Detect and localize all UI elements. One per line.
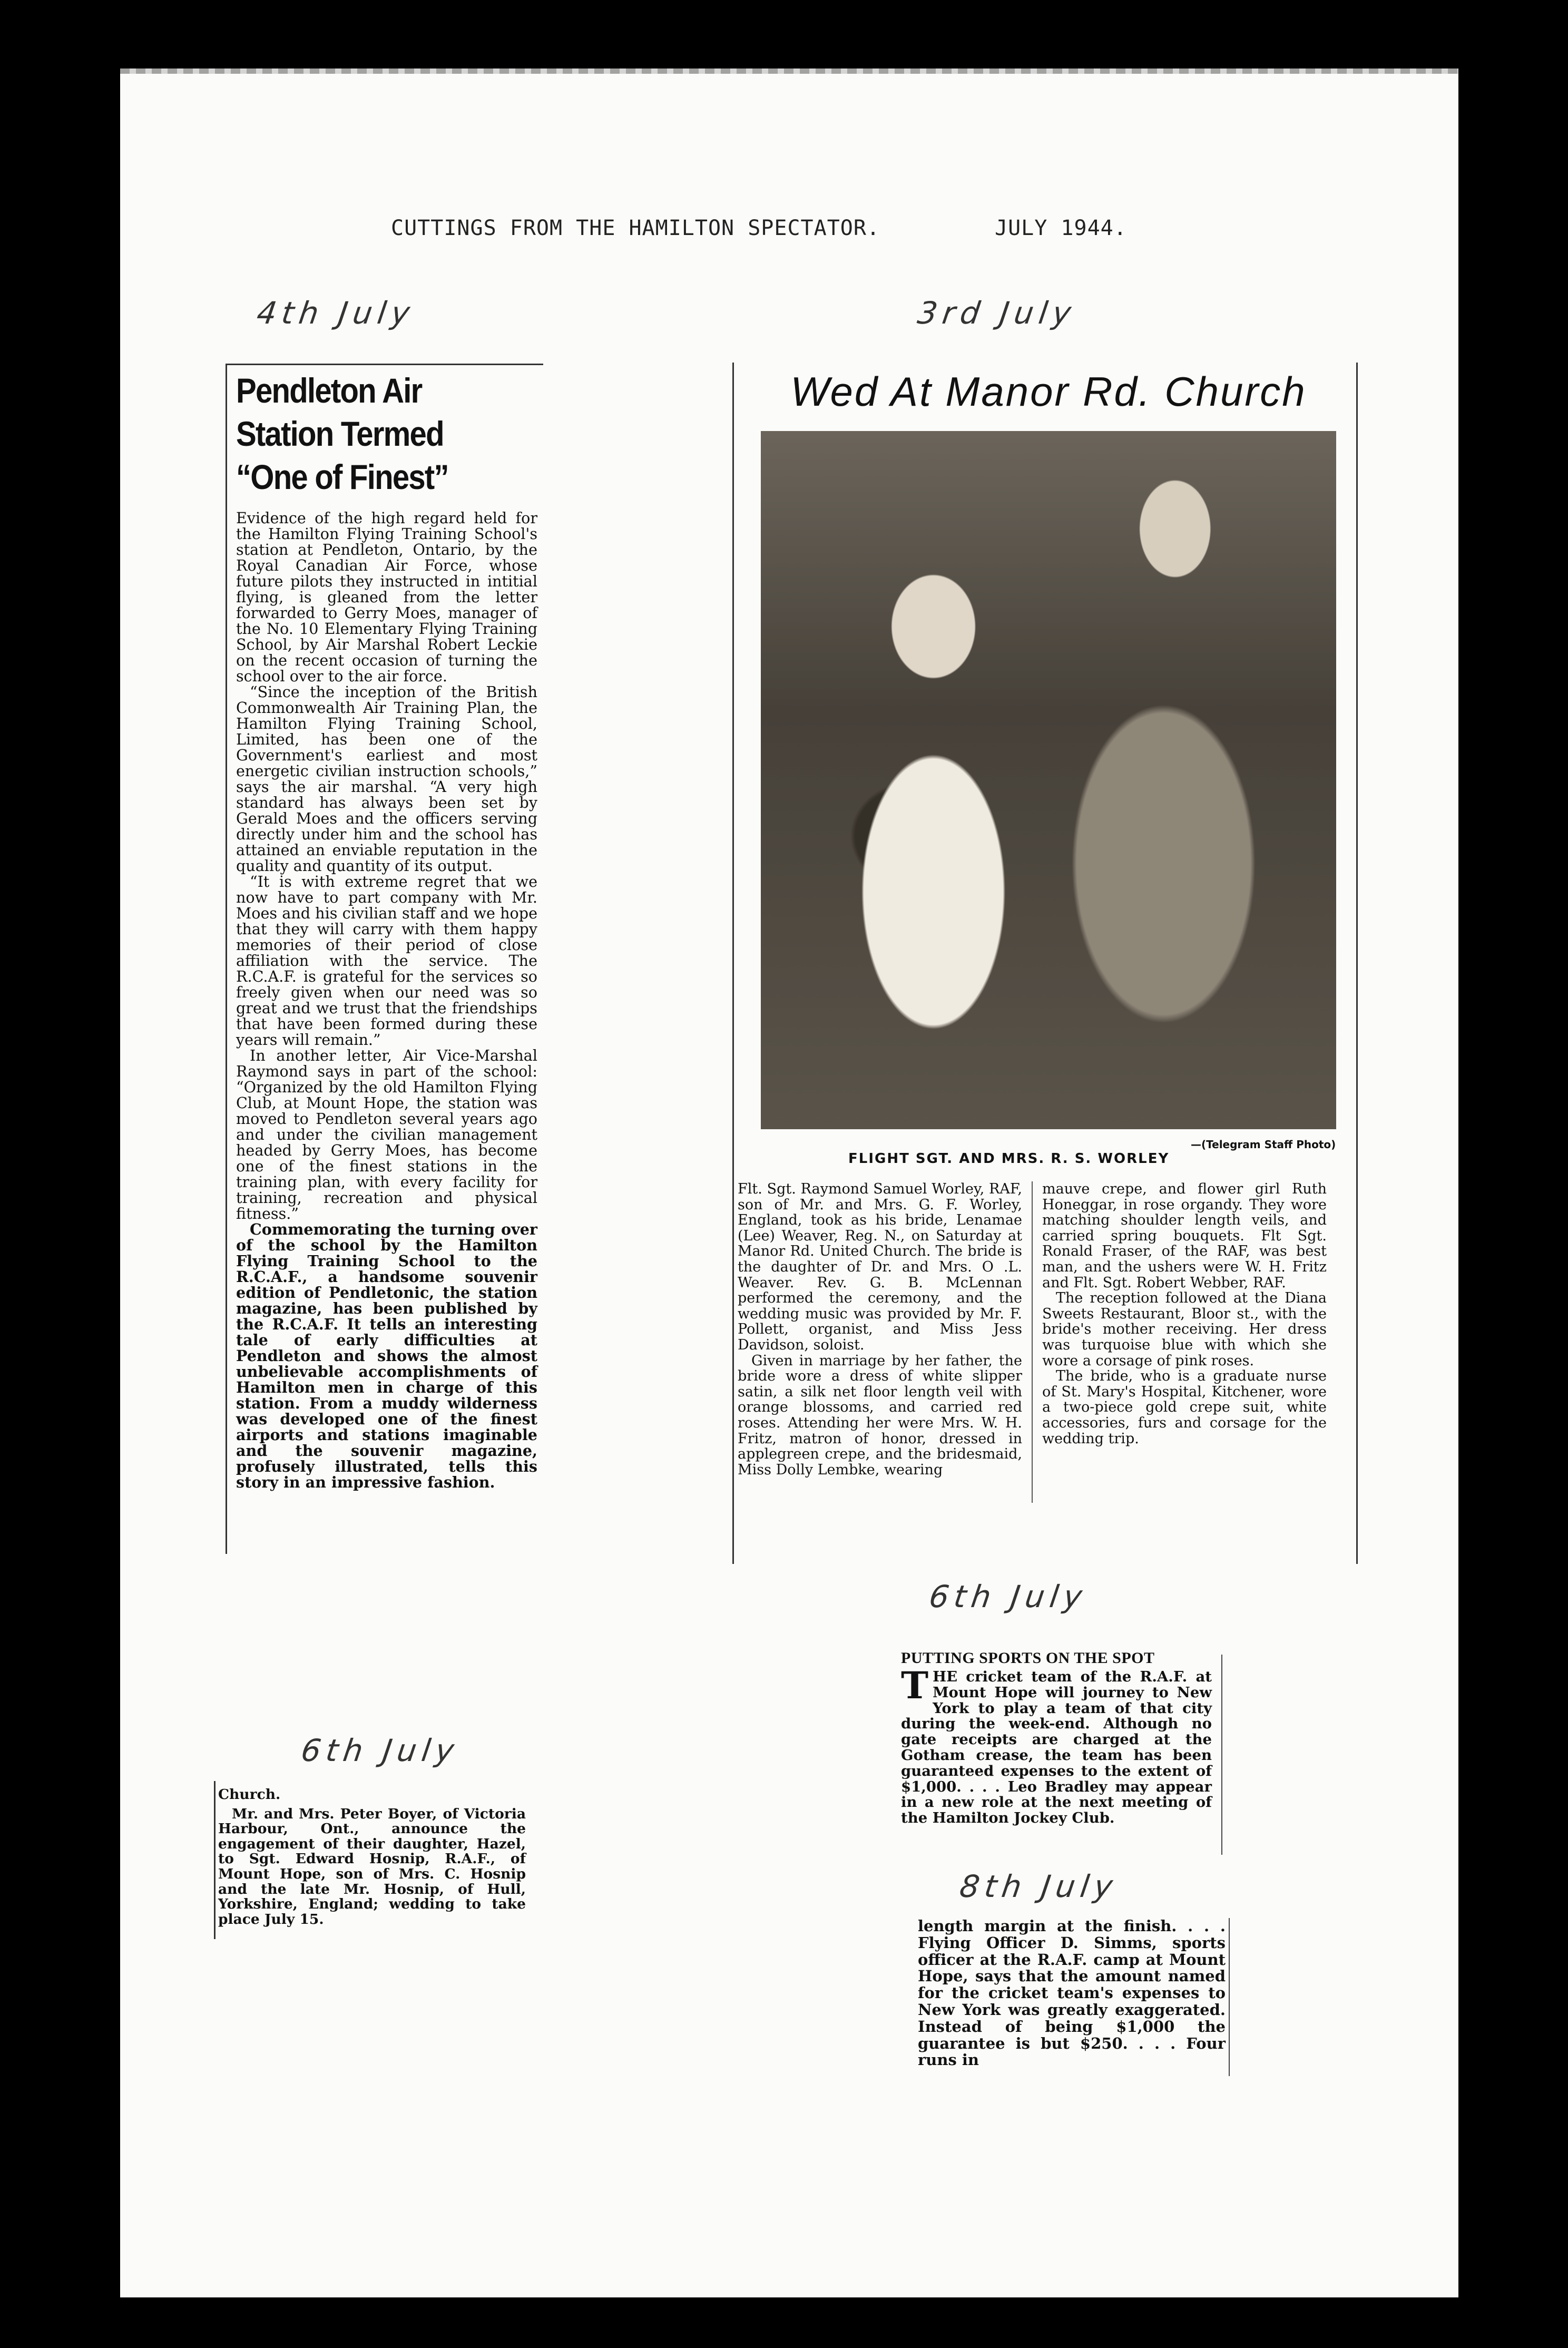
cricket-text: length margin at the finish. . . . Flying Officer D. Simms, sports officer at the R.A.F. camp at Mount Hope, says that the amount named for the cricket team's expenses to New York was greatly exaggerated. Instead of being $1,000 the guarantee is but $250. . . . Four runs in [918,1917,1226,2069]
wedding-headline: Wed At Manor Rd. Church [790,368,1307,415]
sheet-top-edge [120,69,1458,74]
handwritten-date-engagement: 6th July [299,1733,462,1768]
sports-body [901,1664,1212,1827]
pendleton-paragraph: Evidence of the high regard held for the Hamilton Flying Training School's station at Pendleton, Ontario, by the Royal Canadian Air Force, whose future pilots they instructed in intitial flying, is gleaned from the letter forwarded to Gerry Moes, manager of the No. 10 Elementary Flying Training School, by Air Marshal Robert Leckie on the recent occasion of turning the school over to the air force. [236,509,537,685]
handwritten-date-wedding: 3rd July [915,295,1079,331]
sports-clipping [901,1649,1212,1826]
sports-text: HE cricket team of the R.A.F. at Mount Hope will journey to New York to play a team of that city during the week-end. Although no gate receipts are charged at the Gotham crease, the team has been guaranteed expenses to the extent of $1,000. . . . Leo Bradley may appear in a new role at the next meeting of the Hamilton Jockey Club. [901,1668,1212,1827]
pendleton-headline-line-2: Station Termed [236,414,444,453]
engagement-text: Mr. and Mrs. Peter Boyer, of Victoria Harbour, Ont., announce the engagement of their daughter, Hazel, to Sgt. Edward Hosnip, R.A.F., of Mount Hope, son of Mrs. C. Hosnip and the late Mr. Hosnip, of Hull, Yorkshire, England; wedding to take place July 15. [218,1805,526,1928]
cricket-clipping-edge [1229,1918,1230,2076]
wedding-photo [761,431,1336,1129]
wedding-paragraph: The reception followed at the Diana Sweets Restaurant, Bloor st., with the bride's mother receiving. Her dress was turquoise blue with which she wore a corsage of pink roses. [1042,1290,1327,1369]
wedding-paragraph: The bride, who is a graduate nurse of St. Mary's Hospital, Kitchener, wore a two-piece gold crepe suit, white accessories, furs and corsage for the wedding trip. [1042,1368,1327,1447]
handwritten-date-pendleton: 4th July [254,295,417,331]
header-date: JULY 1944. [995,216,1127,240]
pendleton-headline-line-3: “One of Finest” [236,457,448,496]
pendleton-headline [236,369,537,498]
pendleton-paragraph: Commemorating the turning over of the school by the Hamilton Flying Training School to the R.C.A.F., a handsome souvenir edition of Pendletonic, the station magazine, has been published by the R.C.A.F. It tells an interesting tale of early difficulties at Pendleton and shows the almost unbelievable accomplishments of Hamilton men in charge of this station. From a muddy wilderness was developed one of the finest airports and stations imaginable and the souvenir magazine, profusely illustrated, tells this story in an impressive fashion. [236,1220,537,1491]
page-header [391,216,1129,240]
wedding-paragraph: Given in marriage by her father, the bride wore a dress of white slipper satin, a silk net floor length veil with orange blossoms, and carried red roses. Attending her were Mrs. W. H. Fritz, matron of honor, dressed in applegreen crepe, and the bridesmaid, Miss Dolly Lembke, wearing [738,1352,1022,1478]
wedding-left-column [738,1181,1022,1478]
pendleton-paragraph: In another letter, Air Vice-Marshal Raymond says in part of the school: “Organized by the old Hamilton Flying Club, at Mount Hope, the station was moved to Pendleton several years ago and under the civilian management headed by Gerry Moes, has become one of the finest stations in the training plan, with every facility for training, recreation and physical fitness.” [236,1046,537,1222]
engagement-top-fragment: Church. [218,1786,281,1803]
header-title: CUTTINGS FROM THE HAMILTON SPECTATOR. [391,216,880,240]
sports-dropcap: T [901,1664,929,1707]
cricket-clipping [918,1918,1226,2069]
photo-caption: FLIGHT SGT. AND MRS. R. S. WORLEY [848,1151,1170,1167]
wedding-right-column [1042,1181,1327,1446]
pendleton-clipping [236,369,537,1490]
handwritten-date-cricket: 8th July [957,1868,1120,1904]
pendleton-paragraph: “It is with extreme regret that we now have to part company with Mr. Moes and his civilian staff and we hope that they will carry with them happy memories of their period of close affiliation with the service. The R.C.A.F. is grateful for the services so freely given when our need was so great and we trust that the friendships that have been formed during these years will remain.” [236,873,537,1049]
pendleton-body [236,510,537,1490]
pendleton-headline-line-1: Pendleton Air [236,371,422,410]
wedding-paragraph: Flt. Sgt. Raymond Samuel Worley, RAF, son of Mr. and Mrs. G. F. Worley, England, took as his bride, Lenamae (Lee) Weaver, Reg. N., on Saturday at Manor Rd. United Church. The bride is the daughter of Dr. and Mrs. O .L. Weaver. Rev. G. B. McLennan performed the ceremony, and the wedding music was provided by Mr. F. Pollett, organist, and Miss Jess Davidson, soloist. [738,1181,1022,1353]
wedding-paragraph: mauve crepe, and flower girl Ruth Honeggar, in rose organdy. They wore matching shoulder length veils, and carried spring bouquets. Flt Sgt. Ronald Fraser, of the RAF, was best man, and the ushers were W. H. Fritz and Flt. Sgt. Robert Webber, RAF. [1042,1181,1327,1291]
sports-clipping-edge [1221,1655,1222,1855]
engagement-clipping [218,1787,526,1927]
wedding-clipping-right-rule [1356,363,1358,1564]
sports-headline: PUTTING SPORTS ON THE SPOT [901,1649,1155,1667]
pendleton-paragraph: “Since the inception of the British Commonwealth Air Training Plan, the Hamilton Flying Training School, Limited, has been one of the Government's earliest and most energetic civilian instruction schools,” says the air marshal. “A very high standard has always been set by Gerald Moes and the officers serving directly under him and the school has attained an enviable reputation in the quality and quantity of its output. [236,683,537,875]
handwritten-date-sports: 6th July [927,1579,1090,1615]
column-divider [1032,1181,1033,1503]
photo-credit: —(Telegram Staff Photo) [1191,1138,1336,1151]
